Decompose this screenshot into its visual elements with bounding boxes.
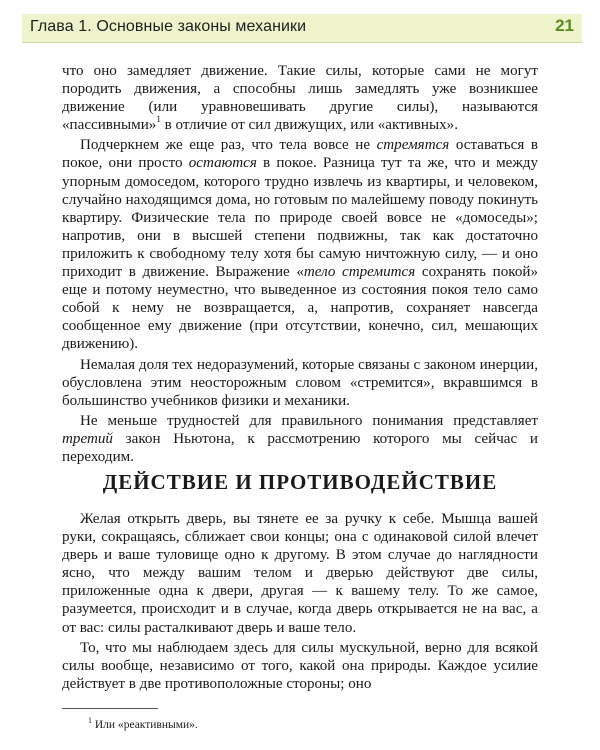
paragraph: что оно замедляет движение. Такие силы, которые сами не могут породить движения, а способны лишь замедлять уже возникшее движение (или уравновешивать другие силы), называются «пассивными»$^1$ в отличие от сил движущих, или «активных». (62, 63, 538, 134)
emphasis: третий (62, 430, 113, 447)
top-text-block (62, 62, 538, 466)
paragraph: То, что мы наблюдаем здесь для силы мускульной, верно для всякой силы вообще, независимо от того, какой она природы. Каждое усилие действует в две противоположные стороны; оно (62, 639, 538, 692)
emphasis: остаются (188, 155, 257, 172)
chapter-title: Глава 1. Основные законы механики (30, 18, 307, 35)
emphasis: тело стремится (303, 264, 416, 281)
paragraph: Не меньше трудностей для правильного понимания представляет третий закон Ньютона, к рассмотрению которого мы сейчас и переходим. (62, 412, 538, 465)
footnote-mark[interactable]: 1 (156, 114, 161, 125)
section-heading: ДЕЙСТВИЕ И ПРОТИВОДЕЙСТВИЕ (102, 470, 498, 494)
section-text-block (62, 510, 538, 693)
paragraph: Подчеркнем же еще раз, что тела вовсе не стремятся оставаться в покое, они просто остаются в покое. Разница тут та же, что и между упорным домоседом, которого трудно извлечь из квартиры, и человеком, случайно находящимся дома, но готовым по малейшему поводу покинуть квартиру. Физические тела по природе своей вовсе не «домоседы»; напротив, они в высшей степени подвижны, так как достаточно приложить к свободному телу хотя бы самую ничтожную силу, — и оно приходит в движение. Выражение «тело стремится сохранять покой» еще и потому неуместно, что выведенное из состояния покоя тело само собой к нему не возвращается, а, напротив, сохраняет навсегда сообщенное ему движение (при отсутствии, конечно, сил, мешающих движению). (62, 137, 539, 353)
running-header (22, 14, 582, 43)
paragraph: Немалая доля тех недоразумений, которые связаны с законом инерции, обусловлена этим неосторожным словом «стремится», вкравшимся в большинство учебников физики и механики. (62, 356, 538, 409)
page-number: 21 (555, 16, 574, 35)
emphasis: стремятся (376, 137, 450, 154)
footnote-number: 1 (88, 716, 92, 725)
paragraph: Желая открыть дверь, вы тянете ее за ручку к себе. Мышца вашей руки, сокращаясь, сближает свои концы; она с одинаковой силой влечет дверь и ваше туловище одно к другому. В этом случае до наглядности ясно, что между вашим телом и дверью действуют две силы, приложенные одна к двери, другая — к вашему телу. То же самое, разумеется, происходит и в случае, когда дверь открывается не на вас, а от вас: силы расталкивают дверь и ваше тело. (62, 511, 538, 636)
footnote-text: Или «реактивными». (92, 718, 198, 731)
footnote-divider (62, 708, 158, 709)
footnote (88, 714, 538, 732)
